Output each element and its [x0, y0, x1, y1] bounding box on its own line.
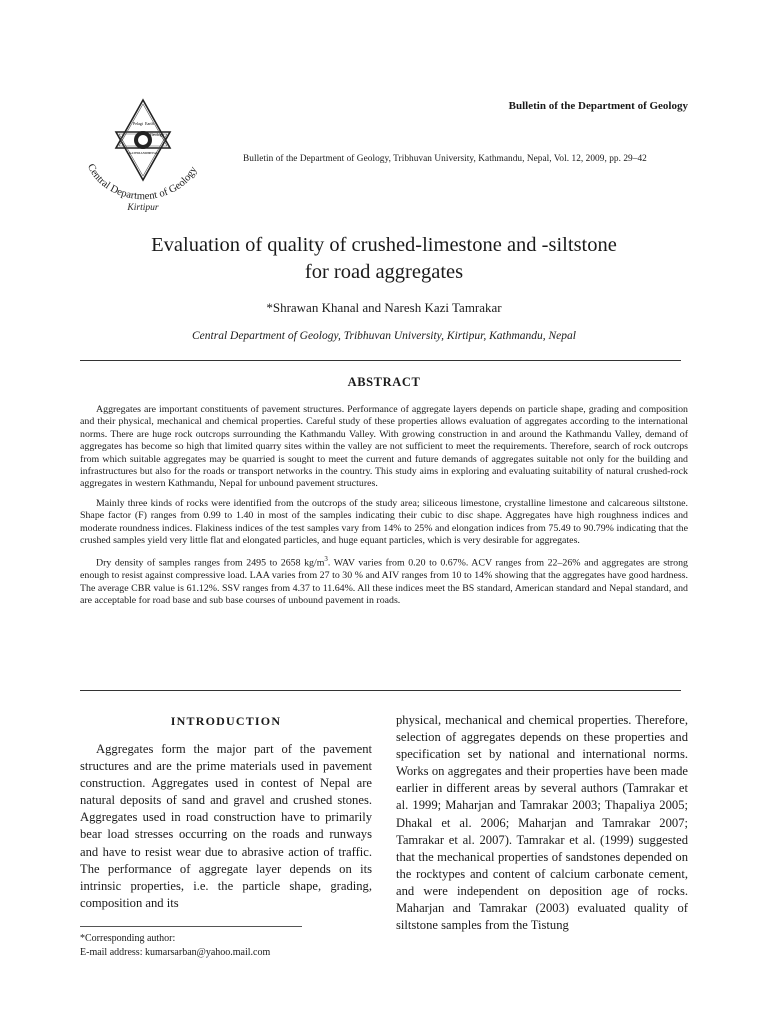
introduction-right-text: physical, mechanical and chemical properties. Therefore, selection of aggregates depends on these properties and specification set by national and international norms. Works on aggregates and their properties have been made earlier in different areas by several authors (Tamrakar et al. 1999; Maharjan and Tamrakar 2003; Thapaliya 2005; Dhakal et al. 2006; Maharjan and Tamrakar 2007; Tamrakar et al. 2007). Tamrakar et al. (1999) suggested that the mechanical properties of sandstones depended on the rocktypes and content of calcium carbonate cement, and were independent on deposition age of rocks. Maharjan and Tamrakar (2003) evaluated quality of siltstone samples from the Tistung [396, 713, 688, 933]
introduction-left-text: Aggregates form the major part of the pavement structures and are the prime materials used in pavement construction. Aggregates used in contest of Nepal are natural deposits of sand and gravel and crushed stones. Aggregates used in road construction have to primarily bear load stresses occurring on the roads and runways and have to resist wear due to abrasive action of traffic. The performance of aggregate layer depends on its intrinsic properties, i.e. the particle shape, grading, composition and its [80, 742, 372, 910]
affiliation: Central Department of Geology, Tribhuvan University, Kirtipur, Kathmandu, Nepal [192, 330, 576, 342]
logo-word-3: Geology [150, 132, 164, 137]
abstract-body [80, 404, 688, 614]
logo-word-2: Earth [145, 121, 154, 126]
footnote [80, 932, 270, 960]
logo-word-5: NEPAL [148, 151, 158, 155]
abstract-paragraph-1: Aggregates are important constituents of pavement structures. Performance of aggregate layers depends on particle shape, grading and composition and their physical, mechanical and chemical properties. Careful study of these properties allows evaluation of aggregates according to the international norms. There are huge rock outcrops surrounding the Kathmandu Valley. With growing construction in and around the Kathmandu Valley, demand of aggregates has become so high that limited quarry sites within the valley are not sufficient to meet the requirements. Therefore, search of rock outcrops from which suitable aggregates may be quarried is sought to meet the current and future demands of aggregates suitable not only for the building and infrastructures but also for the roads or transport networks in the country. This study aims in exploring and evaluating suitability of natural crushed-rock aggregates in western Kathmandu, Nepal for unbound pavement structures. [80, 404, 688, 490]
divider-bottom [80, 690, 681, 691]
divider-top [80, 360, 681, 361]
footnote-rule [80, 926, 302, 927]
abstract-p3-superscript: 3 [324, 556, 328, 564]
logo-institution-text: Central Department of Geology [84, 162, 200, 203]
journal-header: Bulletin of the Department of Geology [508, 100, 688, 112]
title-line-1: Evaluation of quality of crushed-limestone and -siltstone [151, 234, 617, 256]
abstract-paragraph-2: Mainly three kinds of rocks were identified from the outcrops of the study area; siliceous limestone, crystalline limestone and calcareous siltstone. Shape factor (F) ranges from 0.99 to 1.40 in most of the samples indicating their cubic to disc shape. Aggregates have high roughness indices and moderate roundness indices. Flakiness indices of the test samples vary from 14% to 25% and elongation indices from 75.49 to 90.79% indicating that the crushed samples yield very little flat and elongated particles, and huge equant particles, which is very desirable for aggregates. [80, 497, 688, 547]
abstract-p3-part-b: . WAV varies from 0.20 to 0.67%. ACV ranges from 22–26% and aggregates are strong enough to resist against compressive load. LAA varies from 27 to 30 % and AIV ranges from 10 to 14% showing that the aggregates have good hardness. The average CBR value is 61.12%. SSV ranges from 4.37 to 11.64%. All these indices meet the BS standard, American standard and Nepal standard, and are acceptable for road base and sub base courses of unbound pavement in roads. [80, 557, 688, 606]
introduction-heading: INTRODUCTION [170, 714, 282, 728]
abstract-heading: ABSTRACT [347, 375, 421, 389]
logo-word-1: Pelagi [133, 121, 143, 126]
geology-star-emblem-icon [78, 98, 208, 214]
abstract-paragraph-3 [80, 554, 688, 607]
logo-location-text: Kirtipur [127, 203, 159, 213]
paper-title [80, 232, 688, 286]
left-column [80, 714, 372, 912]
authors: *Shrawan Khanal and Naresh Kazi Tamrakar [266, 300, 502, 315]
title-line-2: for road aggregates [304, 261, 464, 283]
department-logo [78, 98, 208, 214]
abstract-p3-part-a: Dry density of samples ranges from 2495 to 2658 kg/m [96, 557, 325, 569]
right-column [396, 712, 688, 934]
logo-word-4: KATHMANDU [129, 151, 150, 155]
footnote-email: E-mail address: kumarsarban@yahoo.mail.com [80, 947, 271, 958]
footnote-line-1: *Corresponding author: [80, 933, 176, 944]
citation-line: Bulletin of the Department of Geology, Tribhuvan University, Kathmandu, Nepal, Vol. 12, 2009, pp. 29–42 [243, 154, 647, 164]
